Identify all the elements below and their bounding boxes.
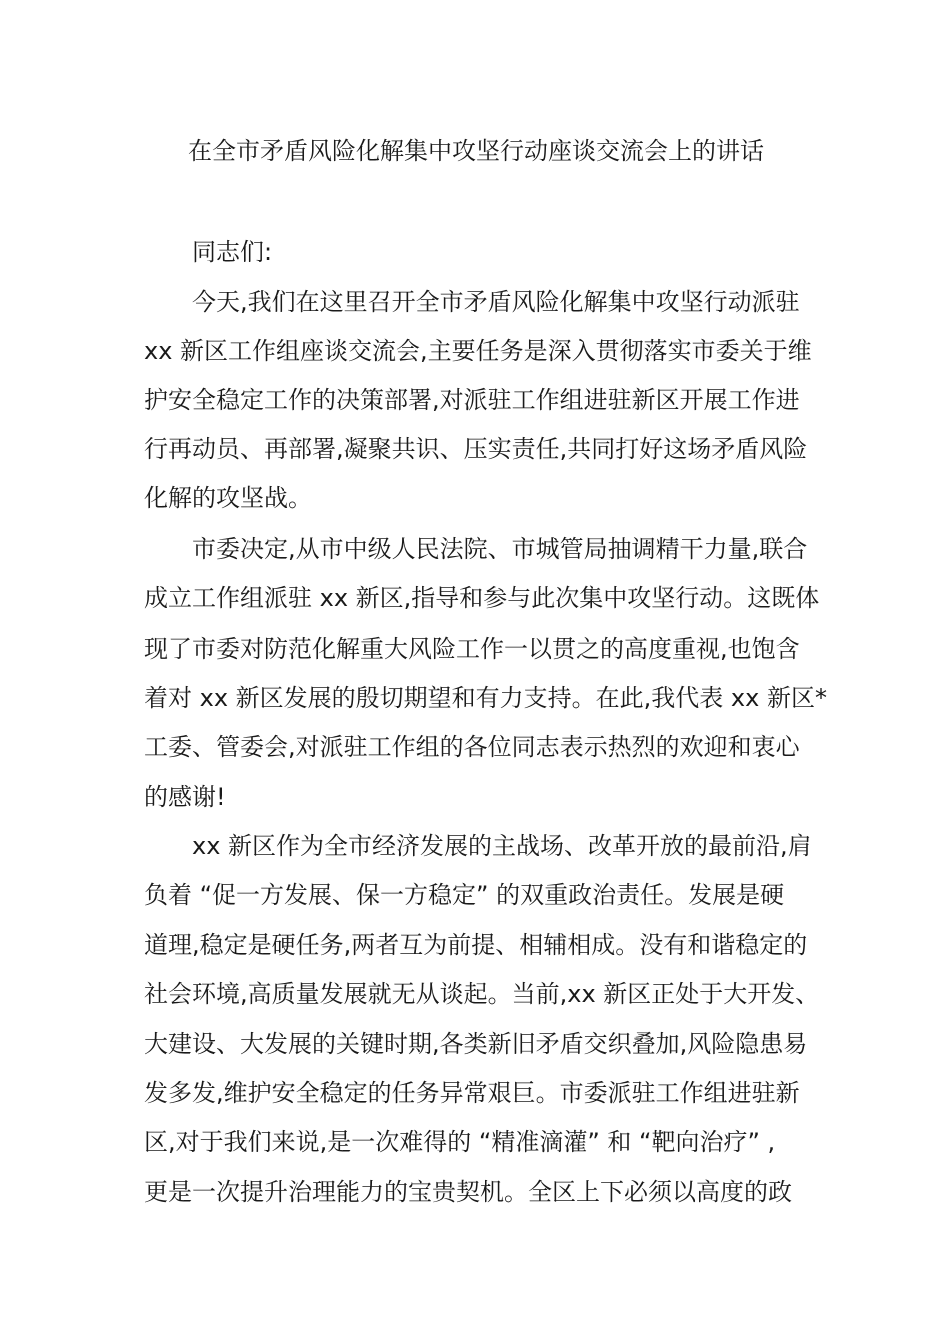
paragraph-line: 成立工作组派驻 xx 新区,指导和参与此次集中攻坚行动。这既体 [144, 584, 820, 612]
paragraph-line: 现了市委对防范化解重大风险工作一以贯之的高度重视,也饱含 [144, 635, 800, 663]
paragraph-line: 发多发,维护安全稳定的任务异常艰巨。市委派驻工作组进驻新 [144, 1079, 800, 1107]
paragraph-line: xx 新区作为全市经济发展的主战场、改革开放的最前沿,肩 [192, 832, 812, 860]
paragraph-line: 护安全稳定工作的决策部署,对派驻工作组进驻新区开展工作进 [144, 386, 800, 414]
paragraph-line: 更是一次提升治理能力的宝贵契机。全区上下必须以高度的政 [144, 1178, 792, 1206]
paragraph-line: 着对 xx 新区发展的殷切期望和有力支持。在此,我代表 xx 新区* [144, 684, 827, 712]
paragraph-line: 行再动员、再部署,凝聚共识、压实责任,共同打好这场矛盾风险 [144, 435, 808, 463]
paragraph-line: 道理,稳定是硬任务,两者互为前提、相辅相成。没有和谐稳定的 [144, 931, 808, 959]
paragraph-line: 社会环境,高质量发展就无从谈起。当前,xx 新区正处于大开发、 [144, 980, 820, 1008]
paragraph-line: 负着 “促一方发展、保一方稳定” 的双重政治责任。发展是硬 [144, 881, 785, 909]
paragraph-line: xx 新区工作组座谈交流会,主要任务是深入贯彻落实市委关于维 [144, 337, 812, 365]
paragraph-line: 工委、管委会,对派驻工作组的各位同志表示热烈的欢迎和衷心 [144, 733, 800, 761]
paragraph-line: 的感谢! [144, 783, 226, 811]
salutation: 同志们: [192, 238, 273, 266]
paragraph-line: 大建设、大发展的关键时期,各类新旧矛盾交织叠加,风险隐患易 [144, 1030, 808, 1058]
document-title: 在全市矛盾风险化解集中攻坚行动座谈交流会上的讲话 [188, 137, 764, 165]
paragraph-line: 区,对于我们来说,是一次难得的 “精准滴灌” 和 “靶向治疗” , [144, 1128, 776, 1156]
paragraph-line: 今天,我们在这里召开全市矛盾风险化解集中攻坚行动派驻 [192, 288, 800, 316]
paragraph-line: 市委决定,从市中级人民法院、市城管局抽调精干力量,联合 [192, 535, 808, 563]
paragraph-line: 化解的攻坚战。 [144, 484, 312, 512]
